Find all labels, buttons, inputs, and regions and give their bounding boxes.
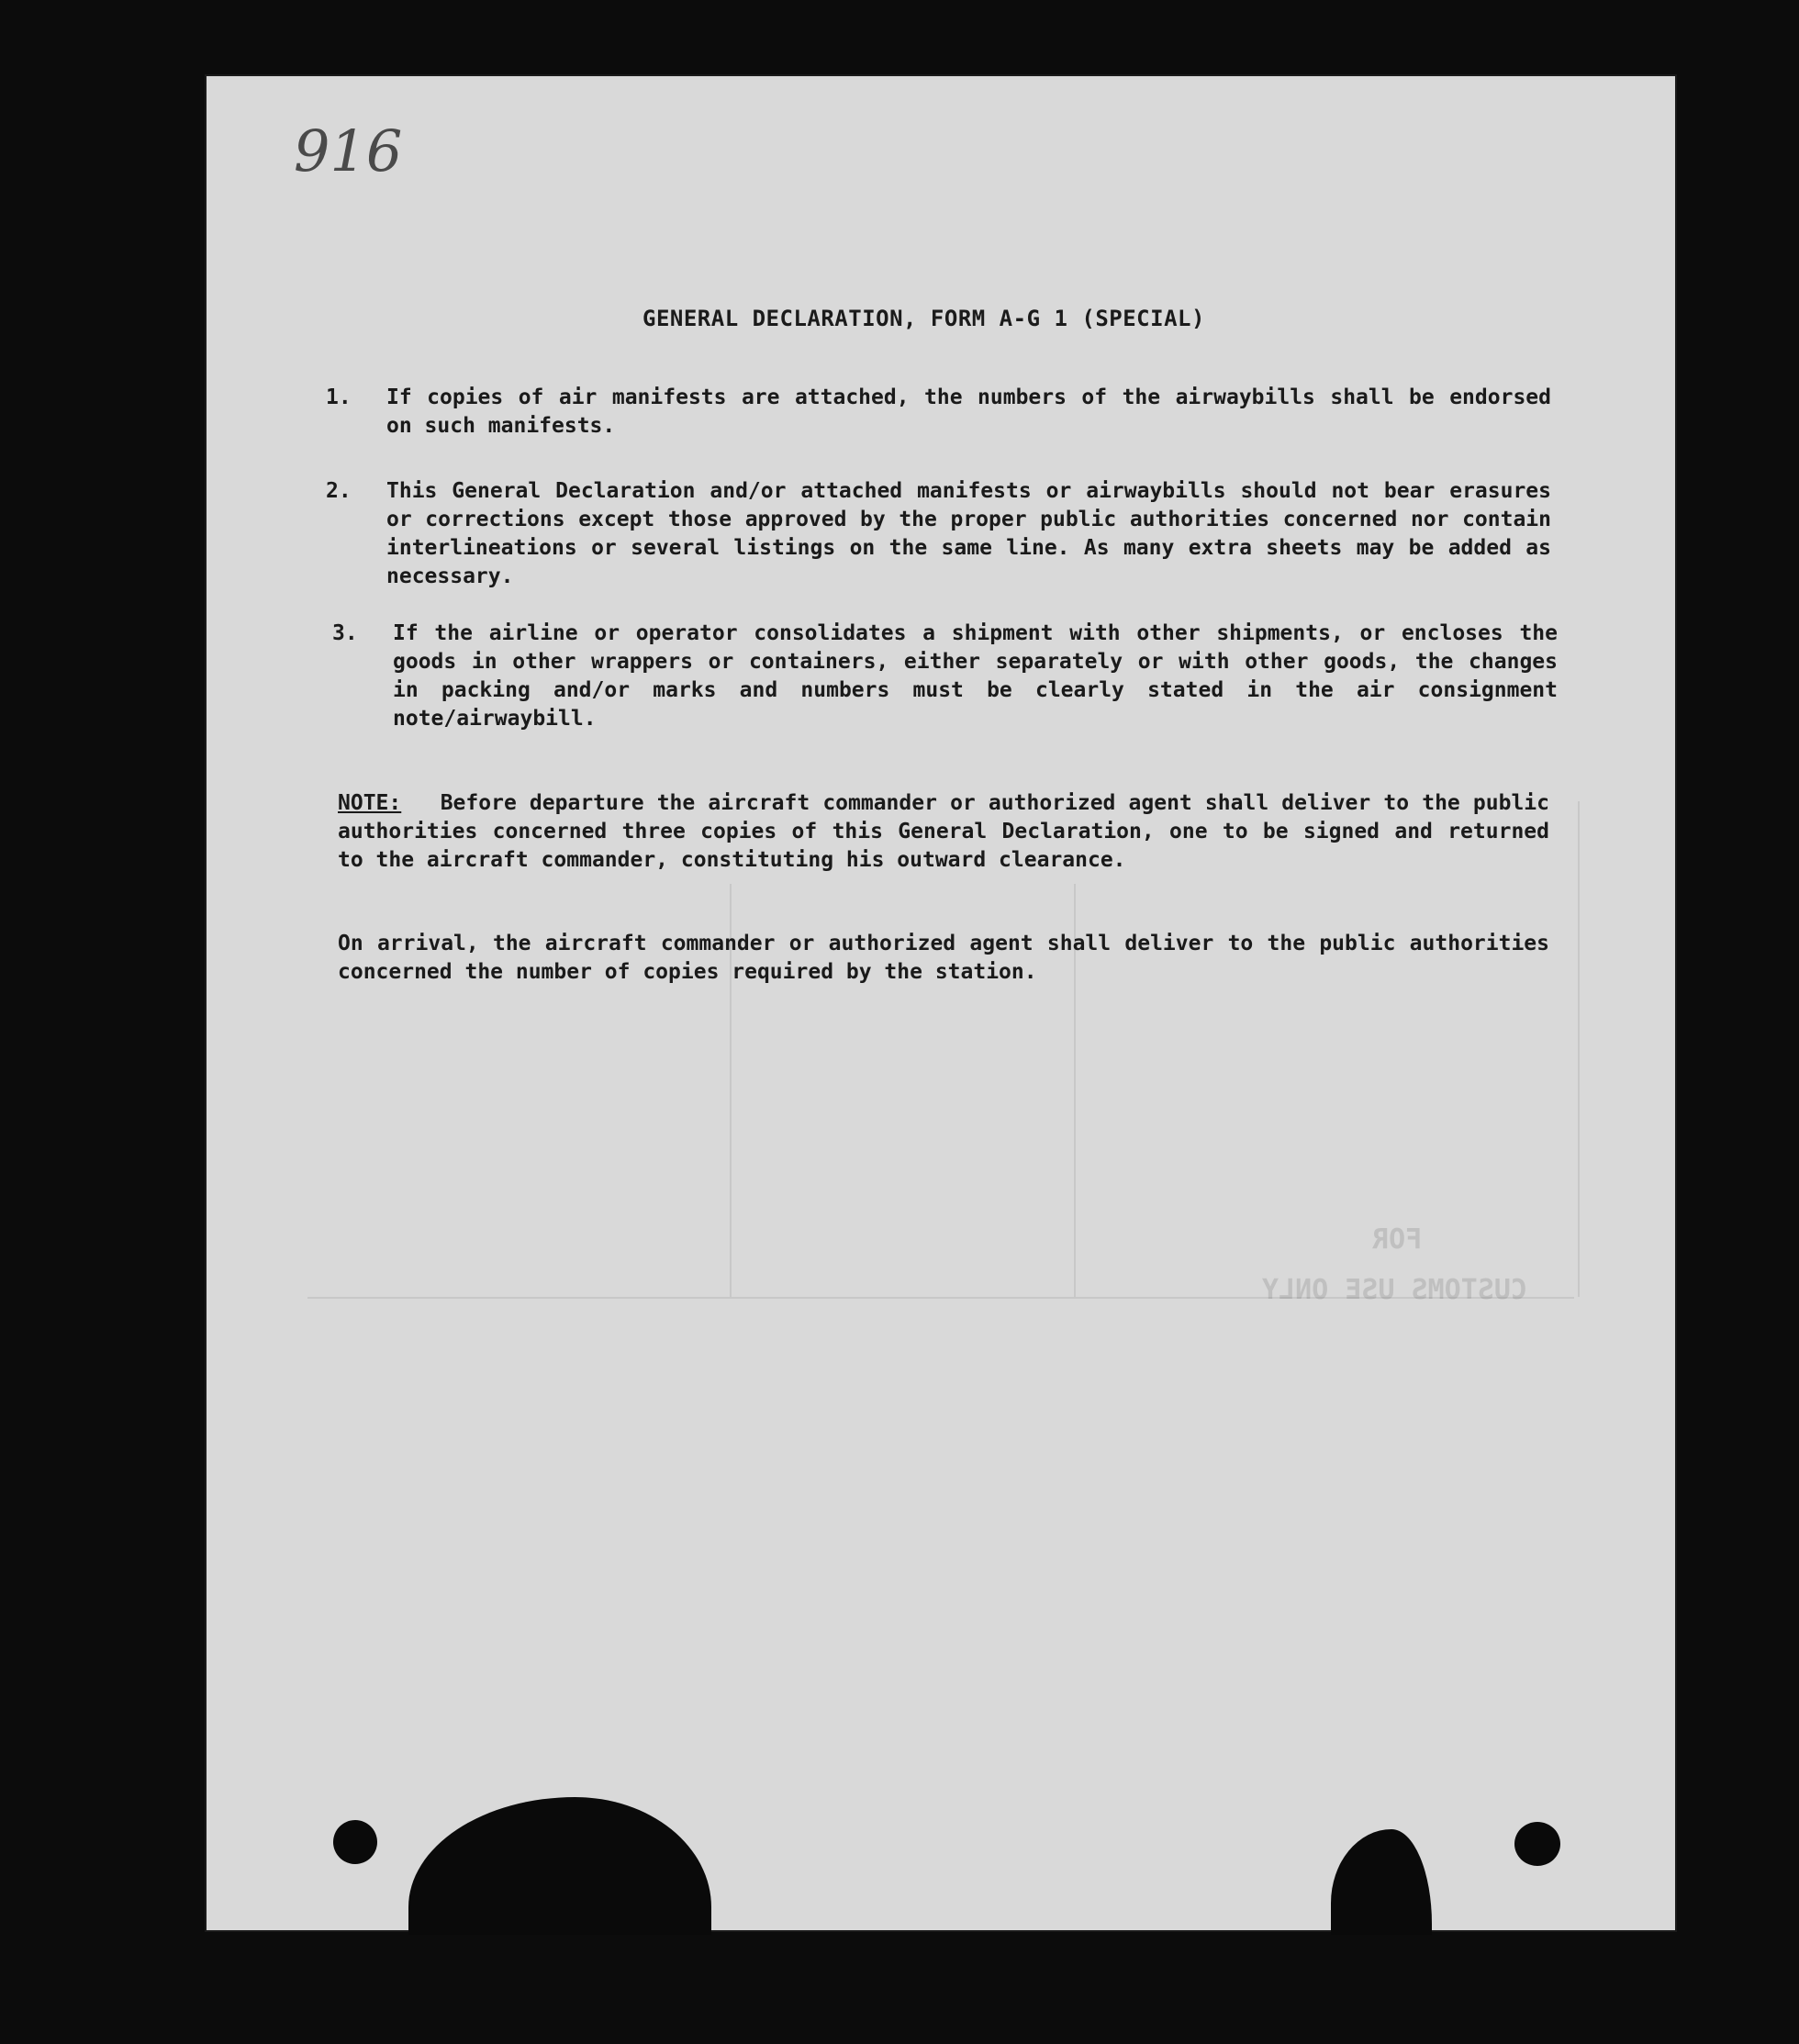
list-item-text: If the airline or operator consolidates a shipment with other shipments, or encloses the goods in other wrappers or containers, either separately or with other goods, the changes in packing and/or marks and numbers must be clearly stated in the air consignment note/airwaybill. xyxy=(393,621,1558,731)
note-label: NOTE: xyxy=(338,791,402,815)
document-title: GENERAL DECLARATION, FORM A-G 1 (SPECIAL) xyxy=(642,306,1205,331)
list-item-text: If copies of air manifests are attached, the numbers of the airwaybills shall be endorsed on such manifests. xyxy=(386,385,1551,438)
list-item-text: This General Declaration and/or attached manifests or airwaybills should not bear erasures or corrections except those approved by the proper public authorities concerned nor contain interlineations or several listings on the same line. As many extra sheets may be added as necessary. xyxy=(386,479,1551,588)
punch-hole xyxy=(1514,1822,1560,1866)
note-text: Before departure the aircraft commander or authorized agent shall deliver to the public authorities concerned three copies of this General Declaration, one to be signed and returned to the aircraft commander, constituting his outward clearance. xyxy=(338,791,1549,872)
punch-hole xyxy=(333,1820,377,1864)
note-paragraph xyxy=(338,789,1549,875)
paper-damage xyxy=(1331,1829,1432,1935)
bleed-through-rule xyxy=(307,1297,1574,1299)
handwritten-mark: 916 xyxy=(294,117,403,184)
list-item-number: 2. xyxy=(326,479,352,503)
bleed-through-text: FOR xyxy=(1372,1223,1423,1256)
list-item-number: 3. xyxy=(332,621,358,645)
arrival-paragraph: On arrival, the aircraft commander or authorized agent shall deliver to the public authorities concerned the number of copies required by the station. xyxy=(338,932,1549,984)
document-page xyxy=(207,76,1675,1930)
bleed-through-rule xyxy=(1578,801,1580,1297)
list-item-number: 1. xyxy=(326,385,352,409)
list-item xyxy=(326,477,1551,591)
paper-damage xyxy=(408,1797,711,1935)
bleed-through-text: CUSTOMS USE ONLY xyxy=(1262,1274,1527,1306)
list-item xyxy=(332,620,1558,733)
list-item xyxy=(326,384,1551,441)
